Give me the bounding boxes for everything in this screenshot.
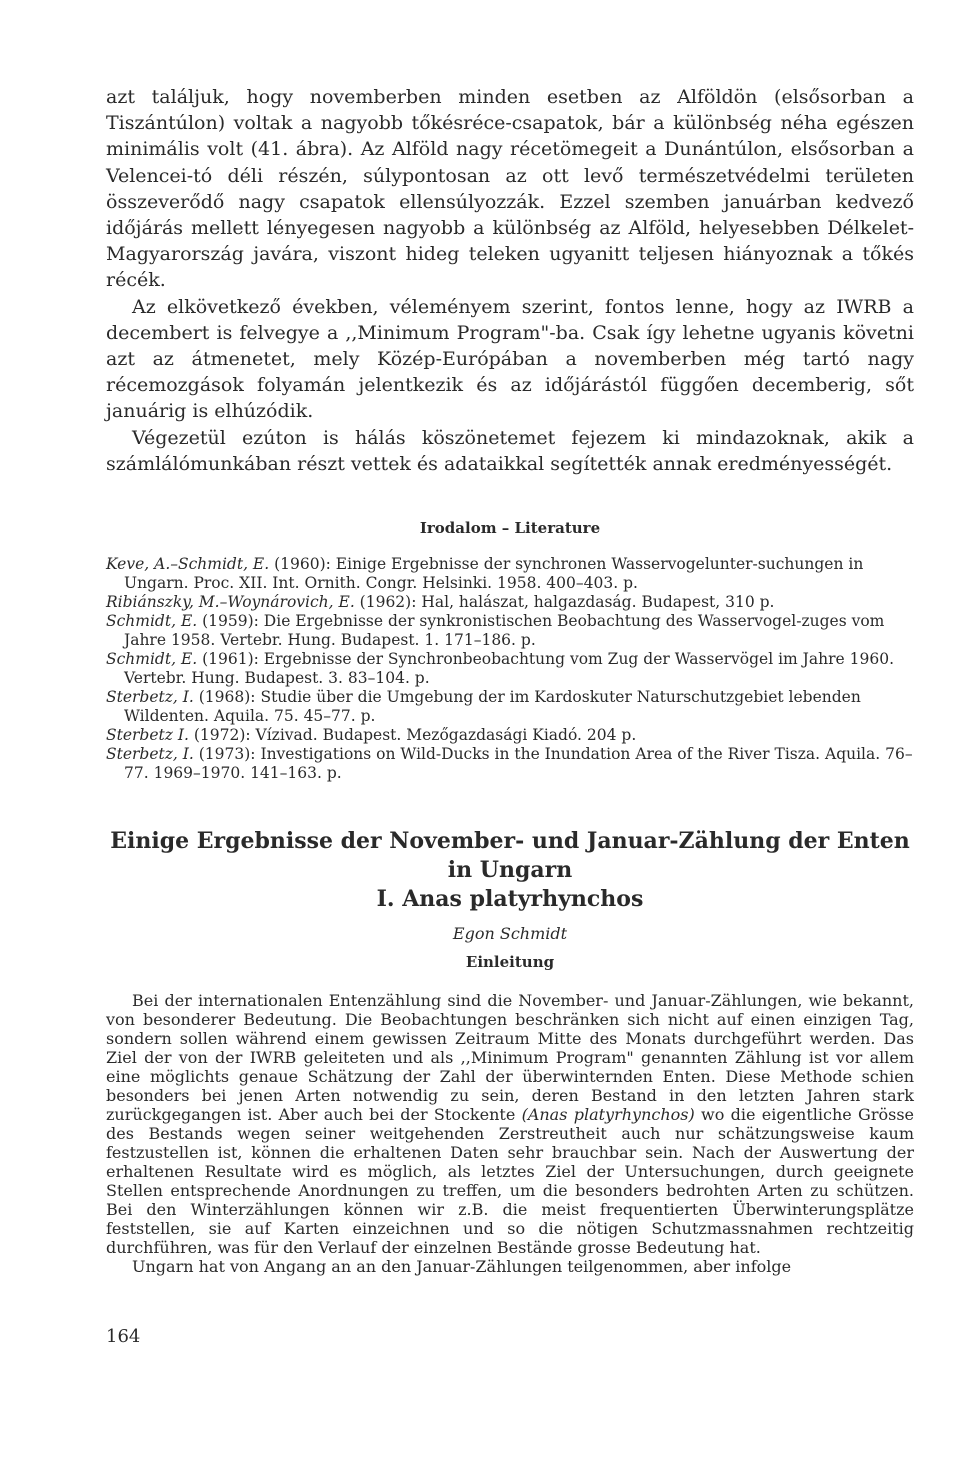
reference-text: (1962): Hal, halászat, halgazdaság. Budapest, 310 p. xyxy=(354,593,775,612)
literature-heading: Irodalom – Literature xyxy=(419,519,601,538)
reference-list xyxy=(106,555,914,783)
reference-text: (1968): Studie über die Umgebung der im Kardoskuter Naturschutzgebiet lebenden Wildenten. Aquila. 75. 45–77. p. xyxy=(124,688,861,726)
article-author: Egon Schmidt xyxy=(452,924,568,944)
reference-authors: Sterbetz, I. xyxy=(106,688,194,707)
article-title: Einige Ergebnisse der November- und Januar-Zählung der Enten in Ungarn xyxy=(110,828,910,884)
page-number: 164 xyxy=(106,1326,141,1347)
de-text: Ungarn hat von Angang an an den Januar-Zählungen teilgenommen, aber infolge xyxy=(132,1257,792,1277)
hu-paragraph-2: Az elkövetkező években, véleményem szerint, fontos lenne, hogy az IWRB a decembert is felvegye a ,,Minimum Program"-ba. Csak így lehetne ugyanis követni azt az átmenetet, mely Közép-Európában a novemberben még tartó nagy récemozgások folyamán jelentkezik és az időjárástól függően decemberig, sőt januárig is elhúzódik. xyxy=(106,295,914,423)
de-text: Bei der internationalen Entenzählung sind die November- und Januar-Zählungen, wie bekannt, von besonderer Bedeutung. Die Beobachtungen beschränken sich nicht auf einen einzigen Tag, sondern sollen während einem gewissen Zeitraum Mitte des Monats durchgeführt werden. Das Ziel der von der IWRB geleiteten und als ,,Minimum Program" genannten Zählung ist vor allem eine möglichts genaue Schätzung der Zahl der überwinternden Enten. Diese Methode schien besonders bei jenen Arten notwendig zu sein, deren Bestand in den letzten Jahren stark zurückgegangen ist. Aber auch bei der Stockente xyxy=(106,991,914,1125)
reference-item xyxy=(106,612,914,650)
de-paragraph-1 xyxy=(106,991,914,1257)
article-subtitle: I. Anas platyrhynchos xyxy=(376,886,644,913)
reference-item xyxy=(106,745,914,783)
de-text: wo die eigentliche Grösse des Bestands wegen seiner weitgehenden Zerstreutheit auch nur schätzungsweise kaum festzustellen ist, können die erhaltenen Daten sehr brauchbar sein. Nach der Auswertung der erhaltenen Resultate wird es möglich, als letztes Ziel der Untersuchungen, durch geeignete Stellen entsprechende Anordnungen zu treffen, um die besonders bedrohten Arten zu schützen. Bei den Winterzählungen können wir z.B. die meist frequentierten Überwinterungsplätze feststellen, sie auf Karten einzeichnen und so die nötigen Schutzmassnahmen rechtzeitig durchführen, was für den Verlauf der einzelnen Bestände grosse Bedeutung hat. xyxy=(106,1105,914,1258)
section-heading-einleitung: Einleitung xyxy=(465,953,555,972)
hu-paragraph-1: azt találjuk, hogy novemberben minden esetben az Alföldön (elsősorban a Tiszántúlon) voltak a nagyobb tőkésréce-csapatok, bár a különbség néha egészen minimális volt (41. ábra). Az Alföld nagy récetömegeit a Dunántúlon, elsősorban a Velencei-tó déli részén, súlypontosan az ott levő természetvédelmi területen összeverődő nagy csapatok ellensúlyozzák. Ezzel szemben januárban kedvező időjárás mellett lényegesen nagyobb a különbség az Alföld, helyesebben Délkelet-Magyarország javára, viszont hideg teleken ugyanitt teljesen hiányoznak a tőkés récék. xyxy=(106,86,914,292)
reference-authors: Schmidt, E. xyxy=(106,612,198,631)
reference-item xyxy=(106,650,914,688)
reference-authors: Sterbetz, I. xyxy=(106,745,194,764)
reference-authors: Schmidt, E. xyxy=(106,650,198,669)
reference-text: (1973): Investigations on Wild-Ducks in the Inundation Area of the River Tisza. Aquila. 76–77. 1969–1970. 141–163. p. xyxy=(124,745,913,783)
reference-text: (1960): Einige Ergebnisse der synchronen Wasservogelunter-suchungen in Ungarn. Proc. XII. Int. Ornith. Congr. Helsinki. 1958. 400–403. p. xyxy=(124,555,864,593)
reference-authors: Sterbetz I. xyxy=(106,726,189,745)
reference-item xyxy=(106,593,914,612)
reference-authors: Keve, A.–Schmidt, E. xyxy=(106,555,270,574)
reference-item xyxy=(106,688,914,726)
hu-paragraph-3: Végezetül ezúton is hálás köszönetemet fejezem ki mindazoknak, akik a számlálómunkában részt vettek és adataikkal segítették annak eredményességét. xyxy=(106,426,914,475)
reference-item xyxy=(106,726,914,745)
de-paragraph-2 xyxy=(106,1257,914,1276)
reference-text: (1959): Die Ergebnisse der synkronistischen Beobachtung des Wasservogel-zuges vom Jahre 1958. Vertebr. Hung. Budapest. 1. 171–186. p. xyxy=(124,612,885,650)
reference-authors: Ribiánszky, M.–Woynárovich, E. xyxy=(106,593,355,612)
reference-item xyxy=(106,555,914,593)
reference-text: (1961): Ergebnisse der Synchronbeobachtung vom Zug der Wasservögel im Jahre 1960. Vertebr. Hung. Budapest. 3. 83–104. p. xyxy=(124,650,894,688)
reference-text: (1972): Vízivad. Budapest. Mezőgazdasági Kiadó. 204 p. xyxy=(188,726,637,745)
species-name: (Anas platyrhynchos) xyxy=(521,1105,695,1125)
